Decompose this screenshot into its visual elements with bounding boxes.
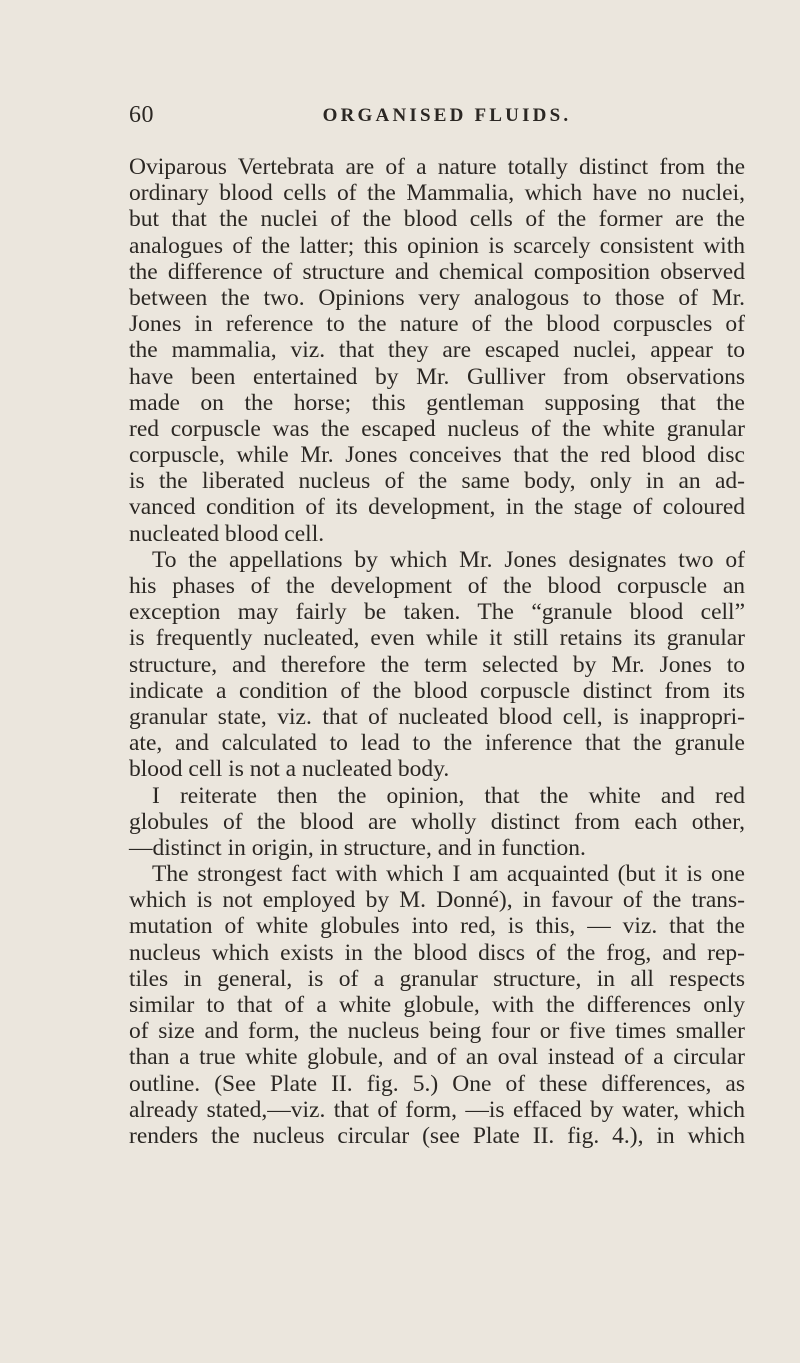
text-line: his phases of the development of the blood corpuscle an [129, 573, 745, 599]
page-number: 60 [129, 102, 154, 128]
text-line: mutation of white globules into red, is this, — viz. that the [129, 913, 745, 940]
text-line: granular state, viz. that of nucleated blood cell, is inappropri- [129, 703, 745, 730]
text-line: have been entertained by Mr. Gulliver from observations [129, 363, 745, 390]
text-line: blood cell is not a nucleated body. [129, 756, 450, 783]
text-line: already stated,—viz. that of form, —is effaced by water, which [129, 1096, 745, 1123]
text-line: The strongest fact with which I am acquainted (but it is one [152, 861, 745, 888]
text-line: the difference of structure and chemical composition observed [129, 258, 745, 285]
text-line: than a true white globule, and of an oval instead of a circular [129, 1044, 745, 1071]
text-line: analogues of the latter; this opinion is scarcely consistent with [129, 232, 745, 259]
text-line: ordinary blood cells of the Mammalia, which have no nuclei, [129, 180, 745, 207]
text-line: —distinct in origin, in structure, and in function. [129, 834, 586, 861]
text-line: To the appellations by which Mr. Jones designates two of [152, 546, 745, 573]
text-line: the mammalia, viz. that they are escaped nuclei, appear to [129, 337, 745, 364]
text-line: of size and form, the nucleus being four or five times smaller [129, 1018, 745, 1045]
text-line: ate, and calculated to lead to the inference that the granule [129, 730, 745, 757]
text-line: outline. (See Plate II. fig. 5.) One of these differences, as [129, 1070, 745, 1097]
text-line: vanced condition of its development, in the stage of coloured [129, 494, 745, 521]
text-line: indicate a condition of the blood corpuscle distinct from its [129, 677, 745, 704]
text-line: between the two. Opinions very analogous to those of Mr. [129, 284, 745, 311]
text-line: nucleus which exists in the blood discs of the frog, and rep- [129, 939, 745, 966]
body-text [129, 154, 745, 1149]
text-line: similar to that of a white globule, with the differences only [129, 992, 745, 1018]
text-line: corpuscle, while Mr. Jones conceives that the red blood disc [129, 442, 745, 469]
text-line: is the liberated nucleus of the same body, only in an ad- [129, 468, 745, 495]
running-title: ORGANISED FLUIDS. [322, 105, 572, 126]
text-line: but that the nuclei of the blood cells of the former are the [129, 206, 745, 233]
text-line: I reiterate then the opinion, that the white and red [152, 782, 745, 809]
text-line: is frequently nucleated, even while it still retains its granular [129, 625, 745, 652]
page-header [129, 102, 745, 132]
text-line: Oviparous Vertebrata are of a nature totally distinct from the [129, 154, 745, 180]
text-line: tiles in general, is of a granular structure, in all respects [129, 965, 745, 992]
text-line: Jones in reference to the nature of the blood corpuscles of [129, 311, 745, 338]
text-line: made on the horse; this gentleman supposing that the [129, 389, 745, 416]
text-line: structure, and therefore the term selected by Mr. Jones to [129, 651, 745, 678]
text-line: red corpuscle was the escaped nucleus of the white granular [129, 415, 745, 442]
text-line: which is not employed by M. Donné), in favour of the trans- [129, 887, 745, 914]
text-line: globules of the blood are wholly distinct from each other, [129, 808, 745, 835]
text-line: renders the nucleus circular (see Plate II. fig. 4.), in which [129, 1122, 745, 1149]
text-line: exception may fairly be taken. The “granule blood cell” [129, 599, 745, 626]
text-line: nucleated blood cell. [129, 520, 325, 547]
